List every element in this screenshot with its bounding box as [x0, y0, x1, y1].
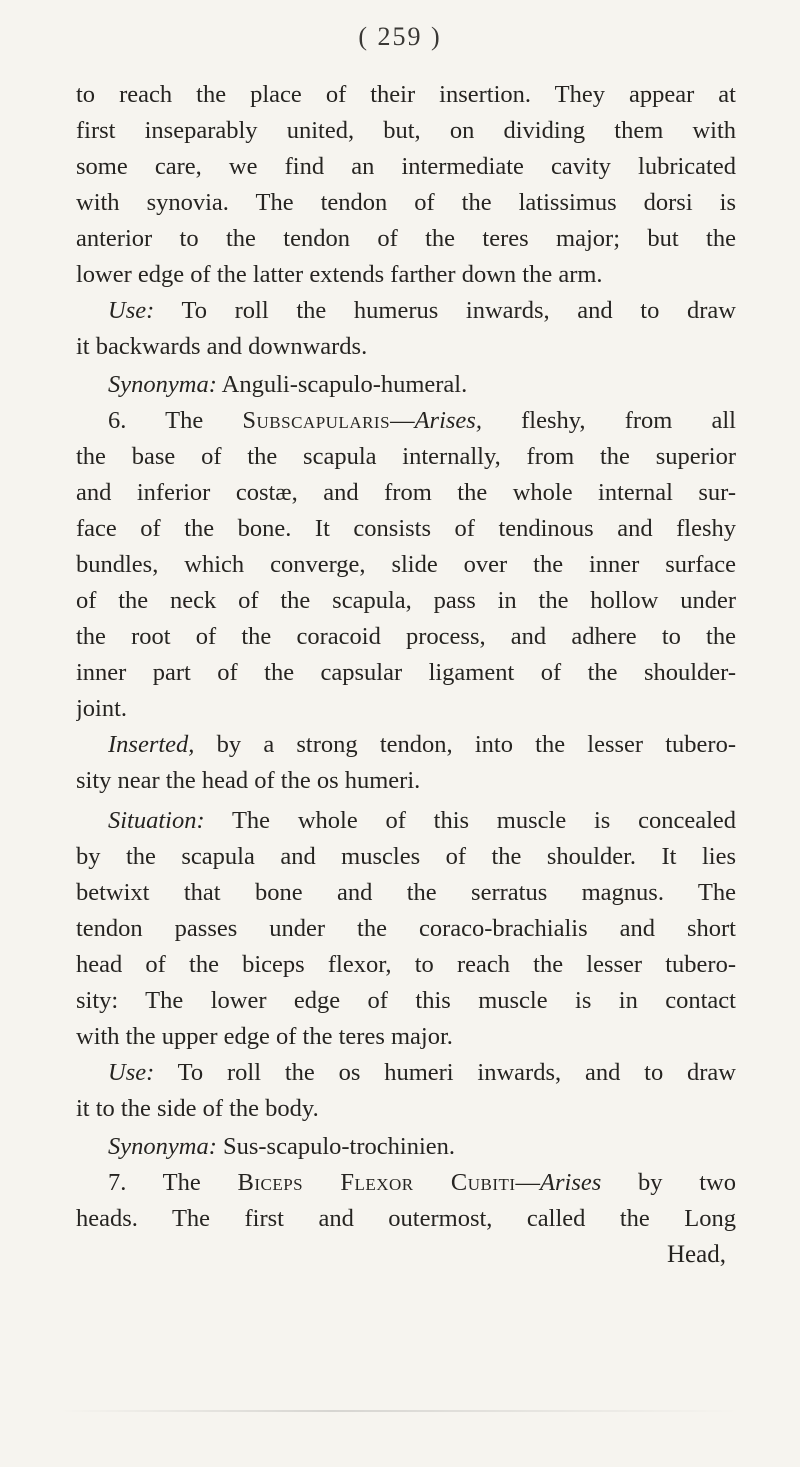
page-number: ( 259 )	[358, 22, 442, 51]
muscle-name: Subscapularis	[242, 407, 391, 434]
text-line: heads. The first and outermost, called the Long	[76, 1205, 736, 1232]
situation-line: Situation: The whole of this muscle is concealed	[108, 807, 736, 834]
text-line: tendon passes under the coraco-brachialis and short	[76, 915, 736, 942]
text-line: with synovia. The tendon of the latissimus dorsi is	[76, 189, 736, 216]
muscle-heading-line: 6. The Subscapularis—Arises, fleshy, from all	[108, 407, 736, 434]
text-line: sity near the head of the os humeri.	[76, 767, 421, 794]
use-line: Use: To roll the os humeri inwards, and to draw	[108, 1059, 736, 1086]
text-line: some care, we find an intermediate cavity lubricated	[76, 153, 736, 180]
text-line: head of the biceps flexor, to reach the lesser tubero-	[76, 951, 736, 978]
situation-label: Situation:	[108, 807, 205, 834]
muscle-heading-line: 7. The Biceps Flexor Cubiti—Arises by two	[108, 1169, 736, 1196]
text-line: first inseparably united, but, on dividing them with	[76, 117, 736, 144]
text-line: the base of the scapula internally, from the superior	[76, 443, 736, 470]
arises-label: Arises,	[414, 407, 482, 434]
muscle-name: Biceps Flexor Cubiti	[237, 1169, 516, 1196]
synonyma-line: Synonyma: Sus-scapulo-trochinien.	[108, 1133, 456, 1160]
use-label: Use:	[108, 1059, 155, 1086]
arises-label: Arises	[540, 1169, 602, 1196]
text-line: lower edge of the latter extends farther down the arm.	[76, 261, 603, 288]
text-line: sity: The lower edge of this muscle is in contact	[76, 987, 736, 1014]
synonyma-label: Synonyma:	[108, 1133, 217, 1160]
inserted-line: Inserted, by a strong tendon, into the lesser tubero-	[108, 731, 736, 758]
paper-mark	[60, 1410, 740, 1412]
use-label: Use:	[108, 297, 155, 324]
text-line: to reach the place of their insertion. They appear at	[76, 81, 736, 108]
text-line: joint.	[76, 695, 128, 722]
text-line: the root of the coracoid process, and adhere to the	[76, 623, 736, 650]
text-line: with the upper edge of the teres major.	[76, 1023, 453, 1050]
synonyma-line: Synonyma: Anguli-scapulo-humeral.	[108, 371, 468, 398]
text-line: betwixt that bone and the serratus magnus. The	[76, 879, 736, 906]
catchword: Head,	[667, 1241, 726, 1268]
text-line: it to the side of the body.	[76, 1095, 319, 1122]
text-line: inner part of the capsular ligament of the shoulder-	[76, 659, 736, 686]
text-line: anterior to the tendon of the teres major; but the	[76, 225, 736, 252]
text-line: bundles, which converge, slide over the inner surface	[76, 551, 736, 578]
synonyma-label: Synonyma:	[108, 371, 217, 398]
use-line: Use: To roll the humerus inwards, and to draw	[108, 297, 736, 324]
text-line: face of the bone. It consists of tendinous and fleshy	[76, 515, 736, 542]
text-line: it backwards and downwards.	[76, 333, 368, 360]
text-line: and inferior costæ, and from the whole internal sur-	[76, 479, 736, 506]
text-line: by the scapula and muscles of the shoulder. It lies	[76, 843, 736, 870]
inserted-label: Inserted,	[108, 731, 195, 758]
text-line: of the neck of the scapula, pass in the hollow under	[76, 587, 736, 614]
